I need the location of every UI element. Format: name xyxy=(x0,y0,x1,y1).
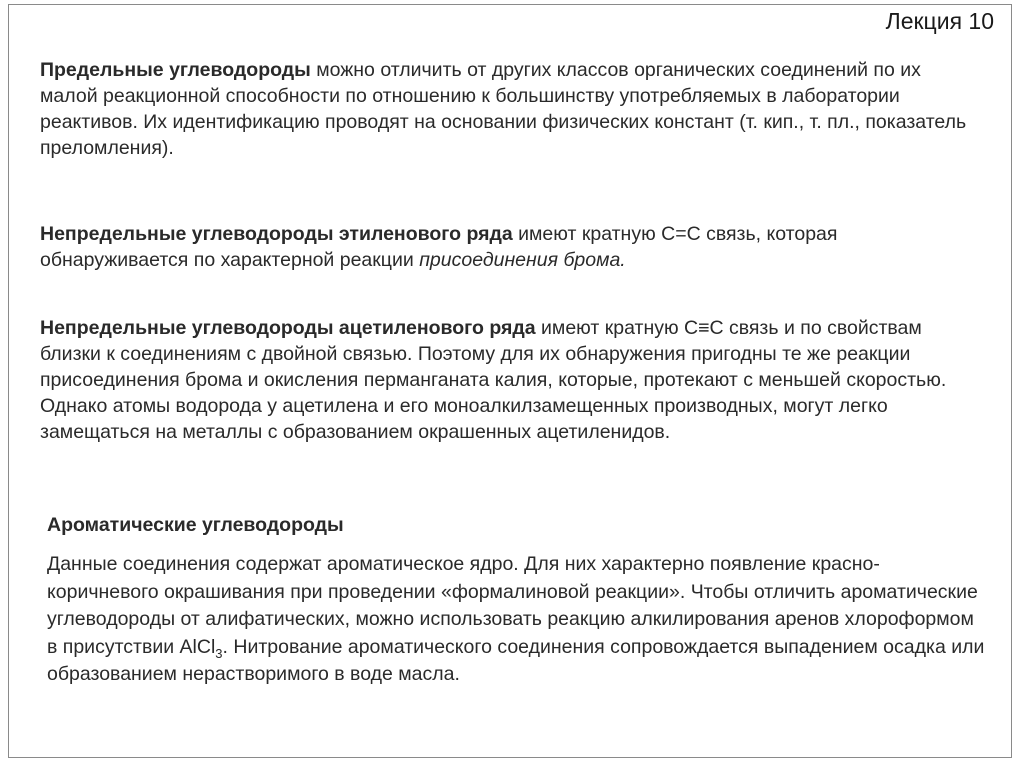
term-acetylene-series: Непредельные углеводороды ацетиленового ряда xyxy=(40,317,536,339)
paragraph-acetylene-series xyxy=(40,315,970,445)
term-ethylene-series: Непредельные углеводороды этиленового ряда xyxy=(40,223,513,245)
paragraph-text: можно отличить от других классов органических соединений по их малой реакционной способности по отношению к большинству употребляемых в лаборатории реактивов. Их идентификацию проводят на основании физических констант (т. кип., т. пл., показатель преломления). xyxy=(40,59,967,159)
lecture-label: Лекция 10 xyxy=(885,8,994,34)
heading-aromatic-hydrocarbons: Ароматические углеводороды xyxy=(47,514,344,536)
paragraph-text: имеют кратную С≡С связь и по свойствам близки к соединениям с двойной связью. Поэтому для их обнаружения пригодны те же реакции присоединения брома и окисления перманганата калия, которые, протекают с меньшей скоростью. Однако атомы водорода у ацетилена и его моноалкилзамещенных производных, могут легко замещаться на металлы с образованием окрашенных ацетиленидов. xyxy=(40,317,947,443)
term-bromine-addition: присоединения брома. xyxy=(419,249,626,271)
term-saturated-hydrocarbons: Предельные углеводороды xyxy=(40,59,311,81)
paragraph-aromatic-hydrocarbons xyxy=(47,551,987,689)
paragraph-text: Данные соединения содержат ароматическое ядро. Для них характерно появление красно-коричневого окрашивания при проведении «формалиновой реакции». Чтобы отличить ароматические углеводороды от алифатических, можно использовать реакцию алкилирования аренов хлороформом в присутствии AlCl xyxy=(47,553,978,658)
paragraph-text-end: . Нитрование ароматического соединения сопровождается выпадением осадка или образованием нерастворимого в воде масла. xyxy=(47,635,985,685)
paragraph-saturated-hydrocarbons xyxy=(40,57,970,161)
paragraph-ethylene-series xyxy=(40,221,970,273)
subscript-3: 3 xyxy=(215,645,223,661)
paragraph-text: имеют кратную С=С связь, которая обнаруживается по характерной реакции xyxy=(40,223,838,271)
